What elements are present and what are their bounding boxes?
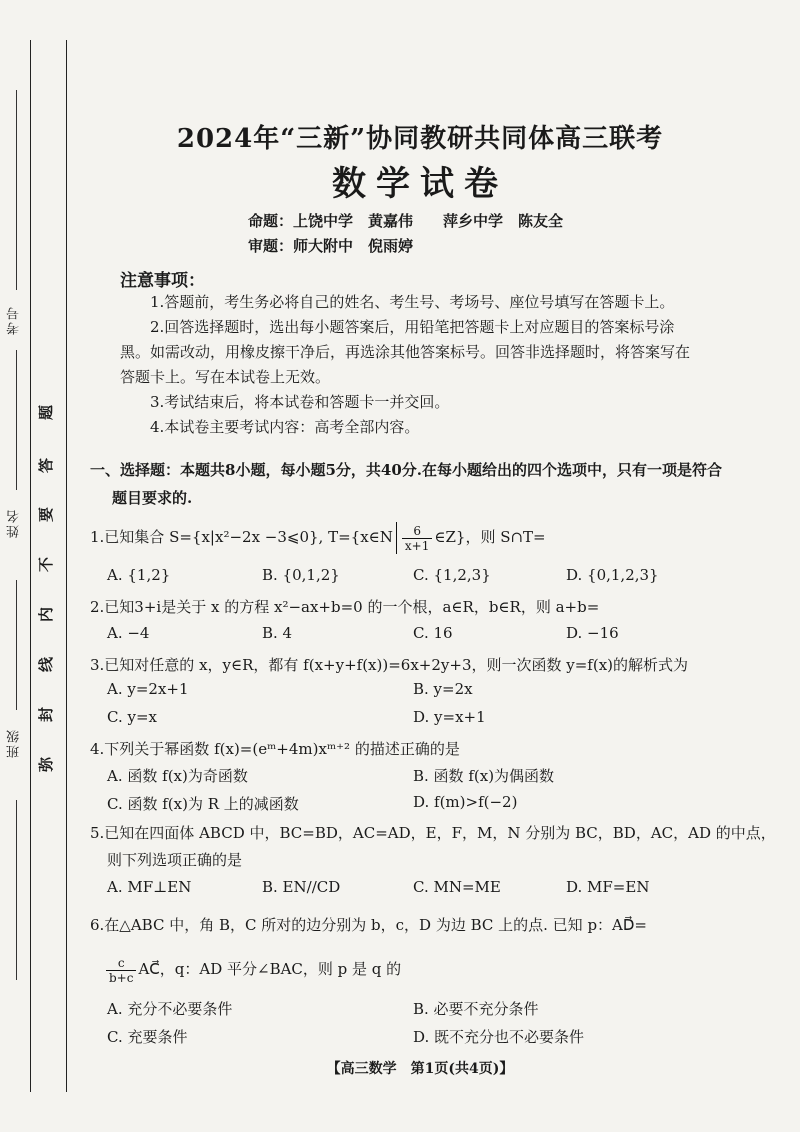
option-c: C. y=x — [107, 708, 157, 726]
question-6-stem: 6.在△ABC 中，角 B，C 所对的边分别为 b，c，D 为边 BC 上的点. 已知 p：AD⃗= — [90, 916, 648, 934]
field-bottom-blank — [16, 800, 17, 980]
field-class-blank — [16, 580, 17, 710]
option-b: B. 必要不充分条件 — [413, 1000, 539, 1018]
exam-subject-title: 数学试卷 — [332, 164, 508, 204]
field-exam-no-label: 考号 — [7, 305, 22, 335]
seal-char: 题 — [37, 404, 56, 421]
question-5-stem-cont: 则下列选项正确的是 — [107, 851, 243, 869]
option-d: D. −16 — [566, 624, 619, 642]
notice-heading: 注意事项： — [120, 271, 205, 291]
question-2-stem: 2.已知3+i是关于 x 的方程 x²−ax+b=0 的一个根，a∈R，b∈R，则 a+b= — [90, 598, 600, 616]
question-3-stem: 3.已知对任意的 x，y∈R，都有 f(x+y+f(x))=6x+2y+3，则一次函数 y=f(x)的解析式为 — [90, 656, 689, 674]
option-a: A. 函数 f(x)为奇函数 — [107, 767, 248, 785]
proposers-line: 命题：上饶中学 黄嘉伟 萍乡中学 陈友全 — [248, 212, 564, 230]
seal-char: 要 — [37, 506, 56, 523]
question-6-stem-b: AC⃗，q：AD 平分∠BAC，则 p 是 q 的 — [138, 960, 402, 978]
question-5-stem: 5.已知在四面体 ABCD 中，BC=BD，AC=AD，E，F，M，N 分别为 BC，BD，AC，AD 的中点， — [90, 824, 776, 842]
question-6-stem-cont — [104, 952, 401, 986]
fraction-numerator: c — [106, 956, 136, 971]
question-4-stem: 4.下列关于幂函数 f(x)=(eᵐ+4m)xᵐ⁺² 的描述正确的是 — [90, 740, 460, 758]
field-name-blank — [16, 350, 17, 490]
option-a: A. 充分不必要条件 — [107, 1000, 233, 1018]
exam-title: 2024年“三新”协同教研共同体高三联考 — [176, 124, 664, 154]
option-c: C. MN=ME — [413, 878, 501, 896]
field-class-label: 班级 — [7, 728, 22, 758]
reviewers-line: 审题：师大附中 倪雨婷 — [248, 237, 414, 255]
field-name-label: 姓名 — [7, 508, 22, 538]
fraction-numerator: 6 — [402, 524, 432, 539]
page-footer: 【高三数学 第1页(共4页)】 — [326, 1061, 514, 1077]
seal-char: 弥 — [37, 756, 56, 773]
fraction-denominator: b+c — [109, 970, 134, 985]
notice-item-2: 2.回答选择题时，选出每小题答案后，用铅笔把答题卡上对应题目的答案标号涂 — [150, 318, 675, 336]
notice-item-1: 1.答题前，考生务必将自己的姓名、考生号、考场号、座位号填写在答题卡上。 — [150, 293, 675, 311]
section-heading-cont: 题目要求的. — [112, 489, 193, 507]
option-c: C. {1,2,3} — [413, 566, 491, 584]
option-c: C. 16 — [413, 624, 453, 642]
section-heading: 一、选择题：本题共8小题，每小题5分，共40分.在每小题给出的四个选项中，只有一项是符合 — [90, 461, 722, 479]
option-a: A. {1,2} — [107, 566, 171, 584]
fraction-denominator: x+1 — [404, 538, 430, 553]
option-c: C. 函数 f(x)为 R 上的减函数 — [107, 795, 299, 813]
option-b: B. {0,1,2} — [262, 566, 340, 584]
option-d: D. f(m)>f(−2) — [413, 793, 518, 811]
notice-item-2-end: 答题卡上。写在本试卷上无效。 — [120, 368, 331, 386]
seal-char: 内 — [37, 606, 56, 623]
option-a: A. MF⊥EN — [107, 878, 192, 896]
notice-item-2-cont: 黑。如需改动，用橡皮擦干净后，再选涂其他答案标号。回答非选择题时，将答案写在 — [120, 343, 691, 361]
option-b: B. 4 — [262, 624, 293, 642]
option-a: A. −4 — [107, 624, 150, 642]
option-d: D. {0,1,2,3} — [566, 566, 659, 584]
fraction — [106, 956, 136, 985]
option-b: B. y=2x — [413, 680, 473, 698]
notice-item-4: 4.本试卷主要考试内容：高考全部内容。 — [150, 418, 420, 436]
option-a: A. y=2x+1 — [107, 680, 189, 698]
seal-char: 封 — [37, 706, 56, 723]
option-d: D. MF=EN — [566, 878, 650, 896]
seal-char: 线 — [37, 656, 56, 673]
option-b: B. EN//CD — [262, 878, 341, 896]
fraction — [402, 524, 432, 553]
set-builder-bar — [396, 522, 397, 554]
option-b: B. 函数 f(x)为偶函数 — [413, 767, 555, 785]
option-d: D. 既不充分也不必要条件 — [413, 1028, 585, 1046]
question-1-stem — [90, 520, 546, 554]
question-1-stem-a: 1.已知集合 S={x|x²−2x −3⩽0}, T={x∈N — [90, 528, 393, 546]
notice-item-3: 3.考试结束后，将本试卷和答题卡一并交回。 — [150, 393, 450, 411]
question-1-stem-b: ∈Z}，则 S∩T= — [434, 528, 546, 546]
option-d: D. y=x+1 — [413, 708, 486, 726]
option-c: C. 充要条件 — [107, 1028, 188, 1046]
seal-char: 不 — [37, 556, 56, 573]
seal-char: 答 — [37, 457, 56, 474]
